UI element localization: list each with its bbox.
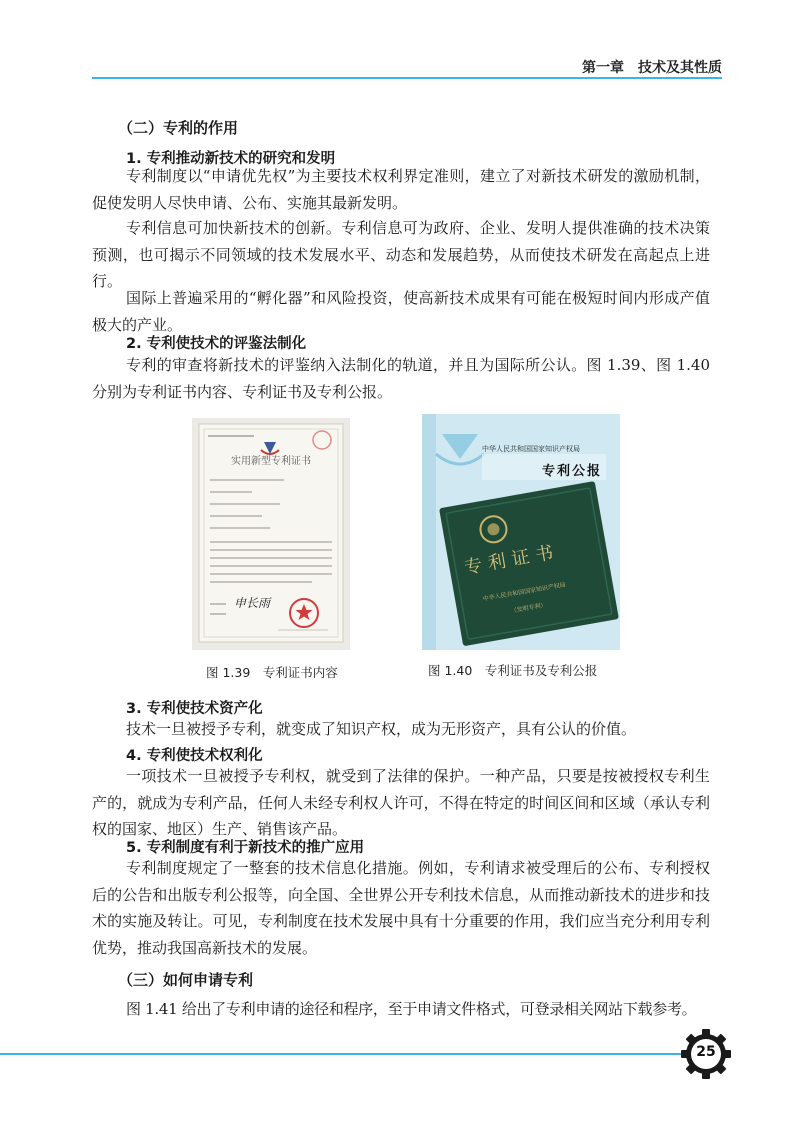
figure-certificate-and-gazette bbox=[422, 414, 620, 650]
section-heading: （三）如何申请专利 bbox=[118, 971, 254, 989]
section-heading: （二）专利的作用 bbox=[118, 119, 239, 137]
footer-rule bbox=[0, 1053, 700, 1055]
paragraph: 一项技术一旦被授予专利权，就受到了法律的保护。一种产品，只要是按被授权专利生产的，就成为专利产品，任何人未经专利权人许可，不得在特定的时间区间和区域（承认专利权的国家、地区）生产、销售该产品。 bbox=[92, 767, 710, 838]
book-issuer: 中华人民共和国国家知识产权局 bbox=[482, 581, 567, 603]
gazette-title: 专利公报 bbox=[542, 464, 603, 479]
subsection-heading: 4. 专利使技术权利化 bbox=[126, 748, 263, 764]
certificate-title: 实用新型专利证书 bbox=[231, 456, 311, 467]
paragraph: 图 1.41 给出了专利申请的途径和程序，至于申请文件格式，可登录相关网站下载参考。 bbox=[126, 1000, 697, 1018]
paragraph: 技术一旦被授予专利，就变成了知识产权，成为无形资产，具有公认的价值。 bbox=[126, 720, 637, 738]
header-rule bbox=[92, 77, 722, 79]
subsection-heading: 1. 专利推动新技术的研究和发明 bbox=[126, 151, 336, 167]
subsection-heading: 3. 专利使技术资产化 bbox=[126, 701, 263, 717]
figure-caption: 图 1.39 专利证书内容 bbox=[206, 665, 338, 680]
paragraph: 专利制度以“申请优先权”为主要技术权利界定准则，建立了对新技术研发的激励机制，促使发明人尽快申请、公布、实施其最新发明。 bbox=[92, 167, 710, 212]
paragraph: 专利信息可加快新技术的创新。专利信息可为政府、企业、发明人提供准确的技术决策预测，也可揭示不同领域的技术发展水平、动态和发展趋势，从而使技术研发在高起点上进行。 bbox=[92, 219, 710, 290]
subsection-heading: 5. 专利制度有利于新技术的推广应用 bbox=[126, 840, 365, 856]
signature: 申长雨 bbox=[234, 596, 271, 610]
subsection-heading: 2. 专利使技术的评鉴法制化 bbox=[126, 336, 307, 352]
paragraph: 国际上普遍采用的“孵化器”和风险投资，使高新技术成果有可能在极短时间内形成产值极大的产业。 bbox=[92, 289, 710, 334]
figure-caption: 图 1.40 专利证书及专利公报 bbox=[428, 663, 598, 678]
gazette-publisher: 中华人民共和国国家知识产权局 bbox=[482, 445, 580, 453]
book-edition: （发明专利） bbox=[510, 601, 548, 615]
paragraph: 专利制度规定了一整套的技术信息化措施。例如，专利请求被受理后的公布、专利授权后的公告和出版专利公报等，向全国、全世界公开专利技术信息，从而推动新技术的进步和技术的实施及转让。可见，专利制度在技术发展中具有十分重要的作用，我们应当充分利用专利优势，推动我国高新技术的发展。 bbox=[92, 859, 710, 957]
paragraph: 专利的审查将新技术的评鉴纳入法制化的轨道，并且为国际所公认。图 1.39、图 1.40 分别为专利证书内容、专利证书及专利公报。 bbox=[92, 356, 710, 401]
page-number: 25 bbox=[696, 1044, 716, 1060]
book-title: 专利证书 bbox=[462, 541, 561, 579]
figure-certificate-contents bbox=[192, 418, 350, 650]
chapter-title: 第一章 技术及其性质 bbox=[582, 60, 722, 76]
